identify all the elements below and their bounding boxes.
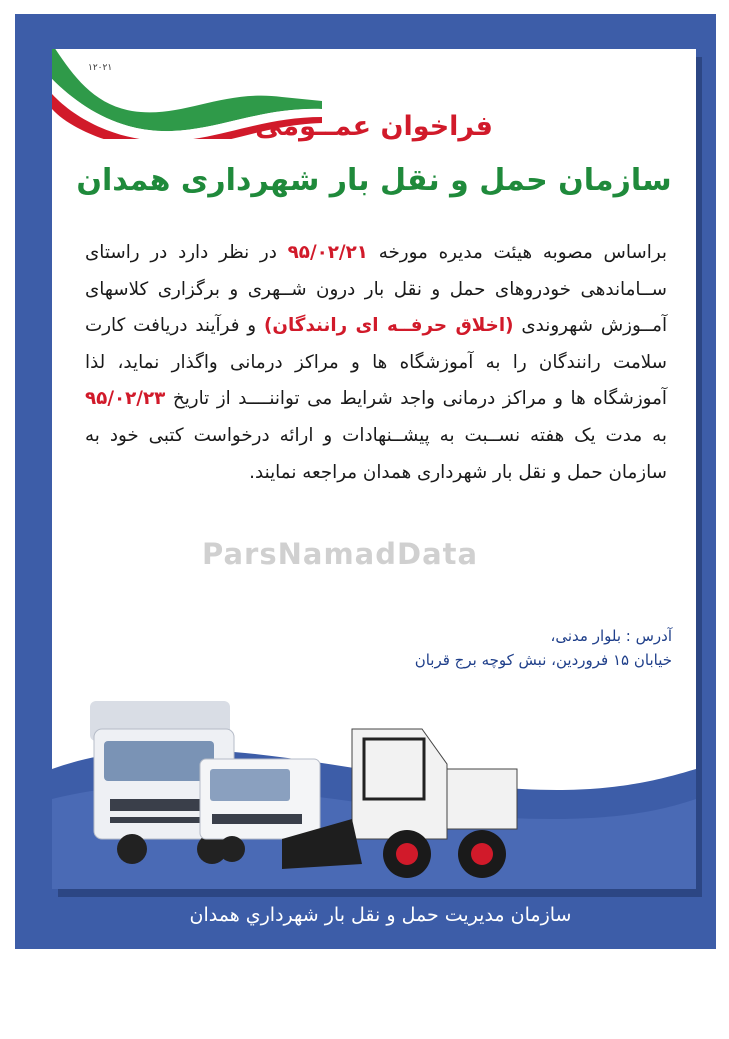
poster-frame: [15, 14, 716, 949]
vehicles-illustration: [52, 689, 696, 889]
address-line: آدرس : بلوار مدنی،: [550, 627, 672, 645]
announcement-body: [85, 235, 667, 491]
course-title: (اخلاق حرفــه ای رانندگان): [263, 315, 514, 337]
organization-title: سازمان حمل و نقل بار شهرداری همدان: [76, 163, 672, 198]
address-line: خیابان ۱۵ فروردین، نبش کوچه برج قربان: [414, 651, 672, 669]
announcement-panel: [52, 49, 696, 889]
body-text: و فرآیند دریافت کارت سلامت رانندگان را به آموزشگاه ها و مراکز درمانی واگذار نماید، لذا آموزشگاه ها و مراکز درمانی واجد شرایط می تواننــــد از تاریخ: [85, 315, 667, 410]
footer-organization: سازمان مديريت حمل و نقل بار شهرداري همدان: [189, 904, 572, 926]
body-text: به مدت یک هفته نســبت به پیشــنهادات و ارائه درخواست کتبی خود به سازمان حمل و نقل بار شهرداری همدان مراجعه نمایند.: [85, 424, 667, 483]
page-title: فراخوان عمــومی: [255, 111, 493, 142]
body-text: براساس مصوبه هیئت مدیره مورخه: [378, 242, 668, 263]
body-text: در نظر دارد در راستای ســاماندهی خودروهای حمل و نقل بار درون شــهری و برگزاری کلاسهای آمــوزش شهروندی: [85, 242, 668, 337]
meeting-date: ۹۵/۰۲/۲۱: [287, 242, 368, 263]
start-date: ۹۵/۰۲/۲۳: [85, 388, 166, 410]
notice-code: ۱۲۰۲۱: [88, 63, 113, 73]
watermark: ParsNamadData: [202, 537, 479, 571]
address: [415, 624, 672, 672]
